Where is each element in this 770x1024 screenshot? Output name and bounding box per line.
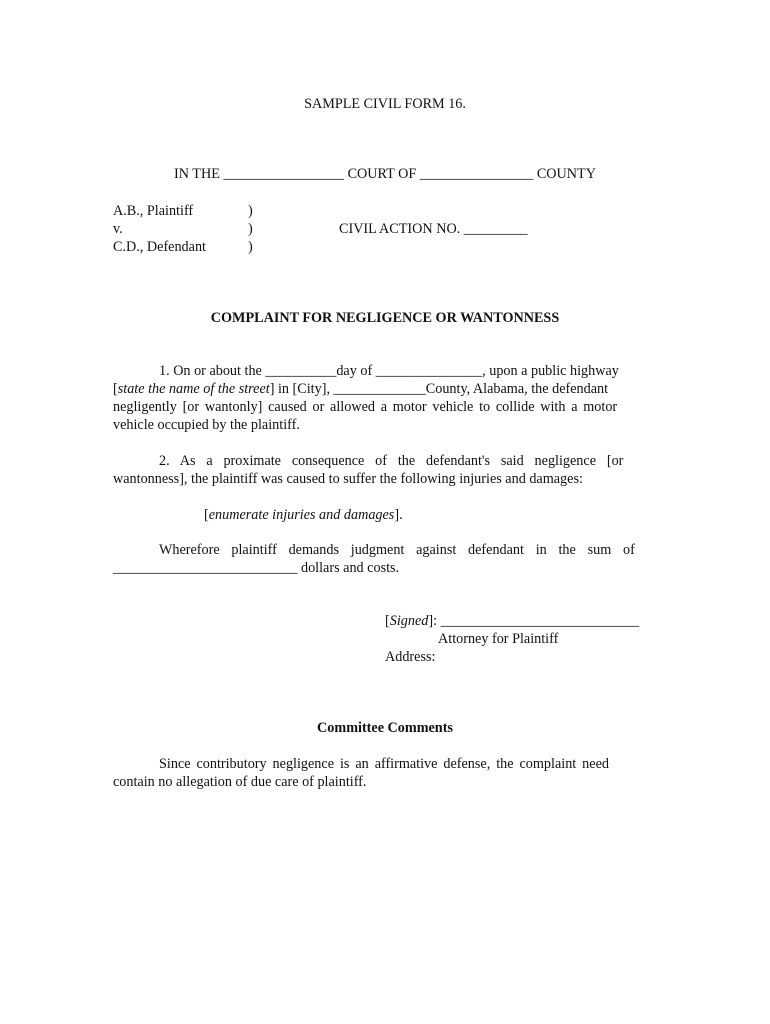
enumerate-open: [ [204,507,209,523]
court-line: IN THE _________________ COURT OF ________________ COUNTY [174,166,596,182]
signed-rest: ]: ____________________________ [428,613,640,629]
attorney-label: Attorney for Plaintiff [438,631,559,647]
street-placeholder: state the name of the street [117,381,270,397]
caption-paren-2: ) [248,221,253,237]
committee-line1: Since contributory negligence is an affirmative defense, the complaint need [159,756,609,772]
enumerate-text: enumerate injuries and damages [208,507,395,523]
enumerate-line [204,506,403,524]
signature-line [385,612,639,630]
para1-line3: negligently [or wantonly] caused or allowed a motor vehicle to collide with a motor [113,399,618,415]
para1-bracket-open: [ [113,381,118,397]
caption-paren-1: ) [248,203,253,219]
caption-paren-3: ) [248,239,253,255]
para1-line2 [113,380,657,398]
wherefore-line1: Wherefore plaintiff demands judgment against defendant in the sum of [159,542,635,558]
para1-line1: 1. On or about the __________day of _______________, upon a public highway [159,363,619,379]
signed-label: Signed [389,613,429,629]
para2-line2: wantonness], the plaintiff was caused to suffer the following injuries and damages: [113,471,583,487]
caption-defendant: C.D., Defendant [113,239,206,255]
wherefore-line2: __________________________ dollars and costs. [113,560,400,576]
para2-line1: 2. As a proximate consequence of the defendant's said negligence [or [159,453,624,469]
signed-open: [ [385,613,390,629]
committee-heading: Committee Comments [317,720,453,736]
para1-line4: vehicle occupied by the plaintiff. [113,417,300,433]
enumerate-close: ]. [394,507,403,523]
caption-plaintiff: A.B., Plaintiff [113,203,194,219]
caption-versus: v. [113,221,123,237]
civil-action-number: CIVIL ACTION NO. _________ [339,221,528,237]
para1-line2-rest: ] in [City], _____________County, Alabama, the defendant [269,381,609,397]
committee-line2: contain no allegation of due care of plaintiff. [113,774,367,790]
address-label: Address: [385,649,436,665]
complaint-title: COMPLAINT FOR NEGLIGENCE OR WANTONNESS [210,310,560,326]
form-title: SAMPLE CIVIL FORM 16. [304,96,466,112]
